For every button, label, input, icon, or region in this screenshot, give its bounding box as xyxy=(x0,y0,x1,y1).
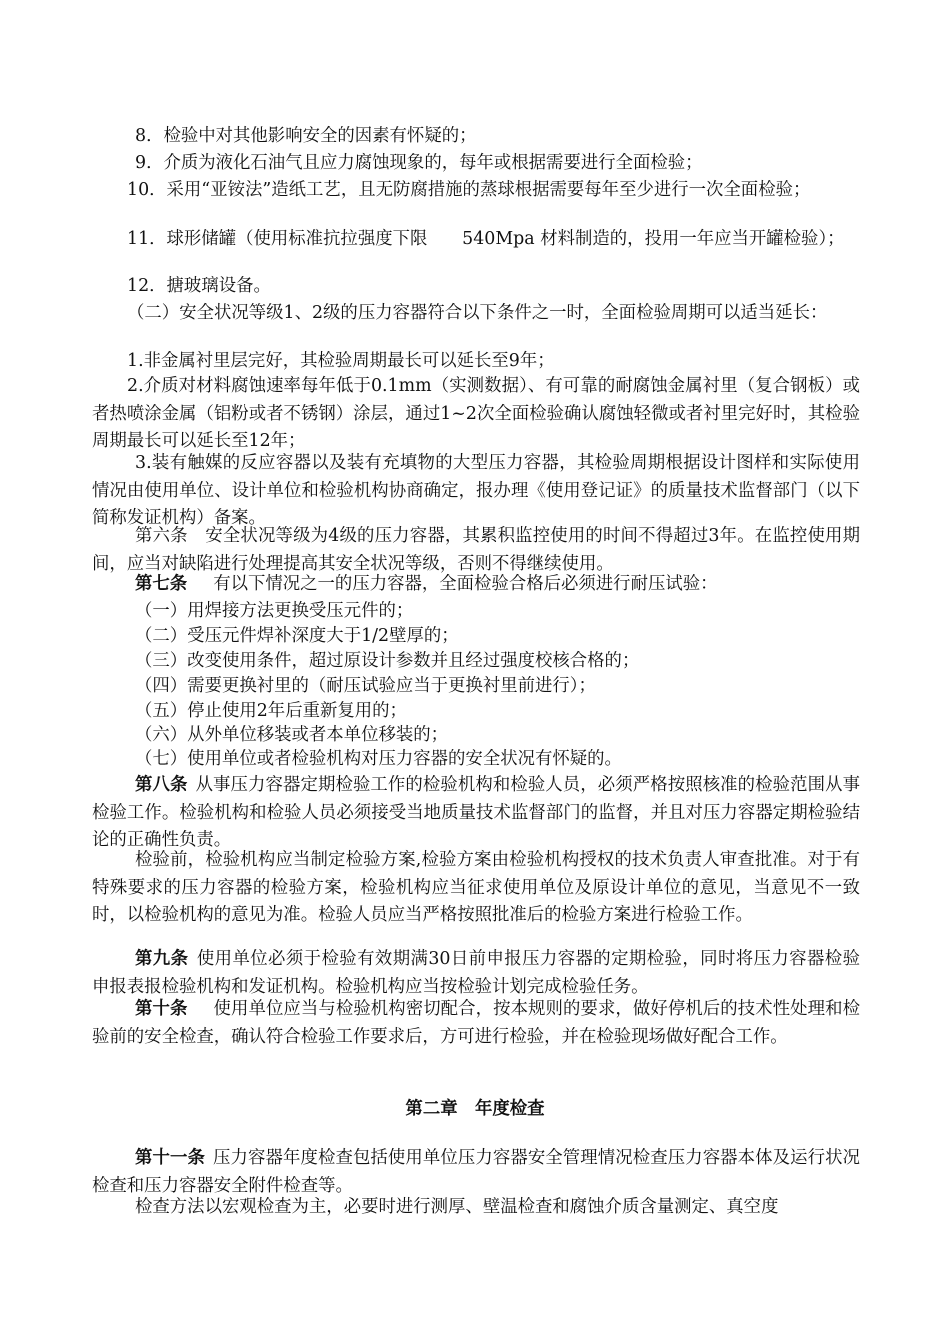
list-item-7: （七）使用单位或者检验机构对压力容器的安全状况有怀疑的。 xyxy=(135,749,622,769)
article-label: 第七条 xyxy=(135,574,188,594)
paragraph-inspection-plan: 检验前，检验机构应当制定检验方案,检验方案由检验机构授权的技术负责人审查批准。对于有特殊要求的压力容器的检验方案，检验机构应当征求使用单位及原设计单位的意见，当意见不一致时，以检验机构的意见为准。检验人员应当严格按照批准后的检验方案进行检验工作。 xyxy=(92,850,860,925)
paragraph-item-9: 9．介质为液化石油气且应力腐蚀现象的，每年或根据需要进行全面检验； xyxy=(135,153,703,173)
paragraph-article-9 xyxy=(92,946,860,1001)
paragraph-inspection-method: 检查方法以宏观检查为主，必要时进行测厚、壁温检查和腐蚀介质含量测定、真空度 xyxy=(135,1197,779,1217)
chapter-title: 第二章 年度检查 xyxy=(405,1099,545,1119)
paragraph-sub-2: 2.介质对材料腐蚀速率每年低于0.1mm（实测数据）、有可靠的耐腐蚀金属衬里（复合钢板）或者热喷涂金属（铝粉或者不锈钢）涂层，通过1~2次全面检验确认腐蚀轻微或者衬里完好时，其检验周期最长可以延长至12年； xyxy=(92,376,860,451)
paragraph-item-10: 10．采用“亚铵法”造纸工艺，且无防腐措施的蒸球根据需要每年至少进行一次全面检验； xyxy=(127,180,811,200)
paragraph-section-2: （二）安全状况等级1、2级的压力容器符合以下条件之一时，全面检验周期可以适当延长： xyxy=(127,303,828,323)
list-item-4: （四）需要更换衬里的（耐压试验应当于更换衬里前进行）； xyxy=(135,676,596,696)
article-label: 第八条 xyxy=(135,775,188,795)
paragraph-item-11: 11．球形储罐（使用标准抗拉强度下限 540Mpa 材料制造的，投用一年应当开罐检验）； xyxy=(127,229,845,249)
article-text: 使用单位必须于检验有效期满30日前申报压力容器的定期检验，同时将压力容器检验申报表报检验机构和发证机构。检验机构应当按检验计划完成检验任务。 xyxy=(92,949,860,997)
paragraph-article-11 xyxy=(92,1145,860,1200)
article-text: 从事压力容器定期检验工作的检验机构和检验人员，必须严格按照核准的检验范围从事检验工作。检验机构和检验人员必须接受当地质量技术监督部门的监督，并且对压力容器定期检验结论的正确性负责。 xyxy=(92,775,860,850)
list-item-6: （六）从外单位移装或者本单位移装的； xyxy=(135,725,449,745)
paragraph-item-8: 8．检验中对其他影响安全的因素有怀疑的； xyxy=(135,126,477,146)
article-label: 第十条 xyxy=(135,999,188,1019)
article-label: 第十一条 xyxy=(135,1148,205,1168)
paragraph-article-7 xyxy=(92,571,860,599)
article-text: 使用单位应当与检验机构密切配合，按本规则的要求，做好停机后的技术性处理和检验前的安全检查，确认符合检验工作要求后，方可进行检验，并在检验现场做好配合工作。 xyxy=(92,999,860,1047)
list-item-1: （一）用焊接方法更换受压元件的； xyxy=(135,601,414,621)
paragraph-article-8 xyxy=(92,772,860,855)
article-text: 有以下情况之一的压力容器，全面检验合格后必须进行耐压试验： xyxy=(213,574,718,594)
paragraph-item-12: 12．搪玻璃设备。 xyxy=(127,276,271,296)
list-item-2: （二）受压元件焊补深度大于1/2壁厚的； xyxy=(135,626,459,646)
paragraph-sub-3: 3.装有触媒的反应容器以及装有充填物的大型压力容器，其检验周期根据设计图样和实际使用情况由使用单位、设计单位和检验机构协商确定，报办理《使用登记证》的质量技术监督部门（以下简称发证机构）备案。 xyxy=(92,453,860,528)
list-item-3: （三）改变使用条件，超过原设计参数并且经过强度校核合格的； xyxy=(135,651,640,671)
list-item-5: （五）停止使用2年后重新复用的； xyxy=(135,701,407,721)
article-label: 第九条 xyxy=(135,949,189,969)
paragraph-sub-1: 1.非金属衬里层完好，其检验周期最长可以延长至9年； xyxy=(127,351,555,371)
article-text: 压力容器年度检查包括使用单位压力容器安全管理情况检查压力容器本体及运行状况检查和压力容器安全附件检查等。 xyxy=(92,1148,860,1196)
paragraph-article-10 xyxy=(92,996,860,1051)
paragraph-article-6: 第六条 安全状况等级为4级的压力容器，其累积监控使用的时间不得超过3年。在监控使用期间，应当对缺陷进行处理提高其安全状况等级，否则不得继续使用。 xyxy=(92,526,860,574)
